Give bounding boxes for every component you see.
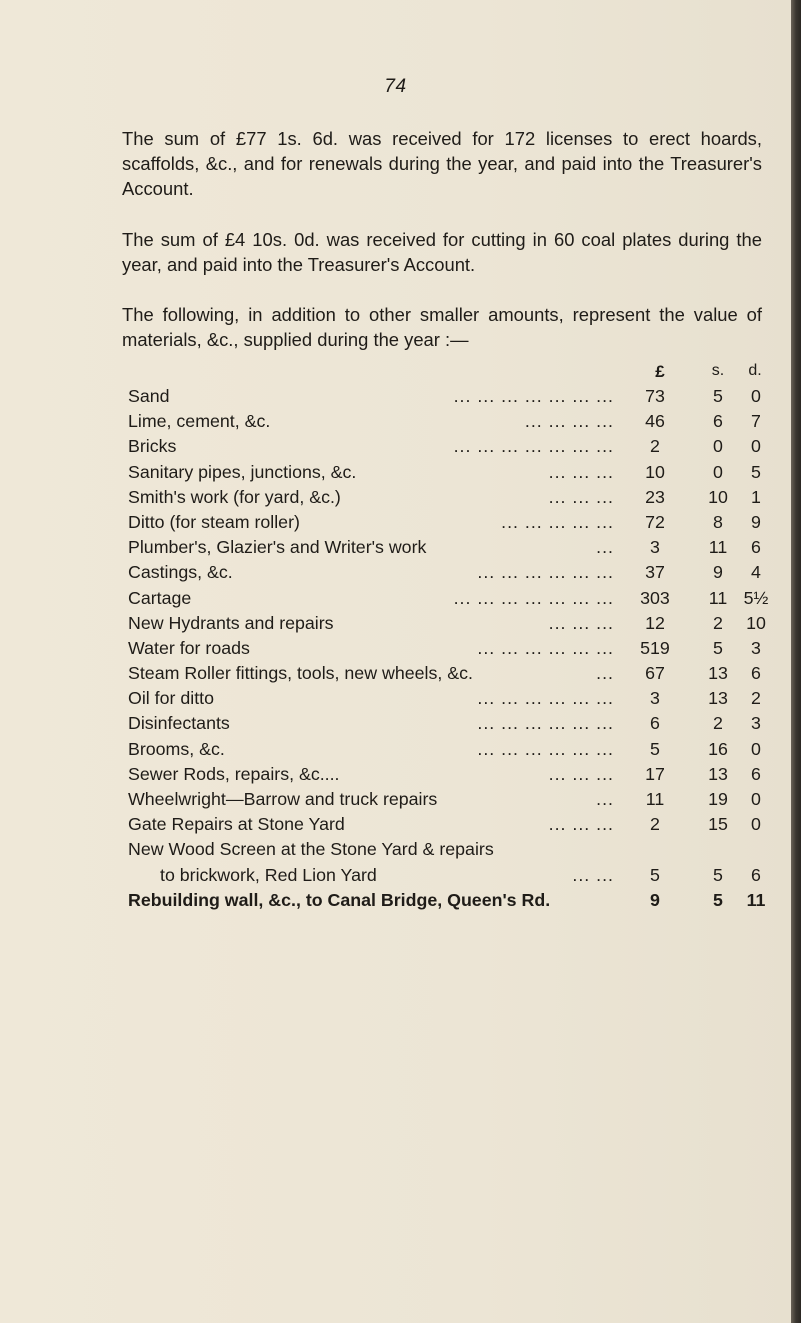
leader-dots: ... ... ... ... ... ...	[477, 713, 614, 734]
table-row	[0, 434, 791, 459]
item-label: Brooms, &c.	[128, 738, 225, 759]
amount-shillings: 11	[708, 587, 728, 608]
table-row	[0, 661, 791, 686]
amount-pounds: 37	[645, 562, 665, 583]
amount-pounds: 73	[645, 386, 665, 406]
table-row	[0, 863, 791, 888]
amount-pence: 0	[751, 814, 761, 835]
leader-dots: ...	[596, 663, 614, 684]
amount-pounds: 6	[650, 713, 660, 734]
header-pounds: £	[655, 362, 665, 381]
table-row	[0, 384, 791, 409]
leader-dots: ... ... ... ... ... ...	[477, 738, 614, 759]
table-row	[0, 460, 791, 485]
table-row	[0, 711, 791, 736]
leader-dots: ... ... ... ... ... ...	[477, 637, 614, 658]
amount-pounds: 303	[640, 587, 670, 608]
item-label: Sewer Rods, repairs, &c....	[128, 763, 340, 784]
amount-pence: 2	[751, 688, 761, 709]
amount-pence: 6	[751, 864, 761, 885]
amount-pounds: 3	[650, 537, 660, 558]
amount-pence: 11	[746, 889, 766, 910]
item-label: Sand	[128, 386, 170, 406]
amount-pounds: 17	[645, 763, 665, 784]
amount-shillings: 13	[708, 688, 728, 709]
item-label: Smith's work (for yard, &c.)	[128, 486, 341, 507]
amount-pence: 0	[751, 436, 761, 457]
table-row	[0, 686, 791, 711]
amount-pounds: 3	[650, 688, 660, 709]
table-row	[0, 762, 791, 787]
amount-pence: 0	[751, 738, 761, 759]
amount-pounds: 72	[645, 511, 665, 532]
amount-pence: 7	[751, 411, 761, 432]
amount-pence: 4	[751, 562, 761, 583]
table-row	[0, 837, 791, 862]
item-label: Wheelwright—Barrow and truck repairs	[128, 789, 438, 809]
materials-table	[0, 384, 791, 913]
leader-dots: ... ... ... ... ... ...	[477, 688, 614, 709]
amount-pounds: 5	[650, 864, 660, 885]
amount-pence: 3	[751, 713, 761, 734]
amount-shillings: 2	[713, 713, 723, 734]
item-label: Disinfectants	[128, 713, 230, 734]
header-pence: d.	[748, 362, 762, 379]
item-label: Gate Repairs at Stone Yard	[128, 814, 345, 835]
item-label: Rebuilding wall, &c., to Canal Bridge, Queen's Rd.	[128, 889, 551, 910]
amount-shillings: 5	[713, 386, 723, 406]
amount-pence: 6	[751, 537, 761, 558]
amount-shillings: 15	[708, 814, 728, 835]
leader-dots: ...	[596, 789, 614, 809]
table-row	[0, 787, 791, 812]
table-row	[0, 535, 791, 560]
table-row	[0, 485, 791, 510]
amount-shillings: 11	[708, 537, 728, 558]
amount-pence: 10	[746, 612, 766, 633]
amount-shillings: 6	[713, 411, 723, 432]
item-label: Castings, &c.	[128, 562, 233, 583]
amount-pounds: 2	[650, 814, 660, 835]
table-row	[0, 560, 791, 585]
amount-pence: 6	[751, 763, 761, 784]
table-row	[0, 409, 791, 434]
amount-pence: 1	[751, 486, 761, 507]
amount-shillings: 5	[713, 889, 723, 910]
item-label: Bricks	[128, 436, 177, 457]
item-label: New Wood Screen at the Stone Yard & repairs	[128, 839, 494, 860]
leader-dots: ... ... ...	[548, 461, 614, 482]
amount-pence: 3	[751, 637, 761, 658]
amount-shillings: 5	[713, 637, 723, 658]
leader-dots: ...	[596, 537, 614, 558]
amount-pence: 9	[751, 511, 761, 532]
table-row	[0, 586, 791, 611]
leader-dots: ... ... ... ... ... ...	[477, 562, 614, 583]
amount-pence: 5½	[743, 587, 769, 608]
item-label: Steam Roller fittings, tools, new wheels, &c.	[128, 663, 473, 684]
amount-pounds: 46	[645, 411, 665, 432]
amount-pounds: 67	[645, 663, 665, 684]
amount-pounds: 9	[650, 889, 660, 910]
item-label: Oil for ditto	[128, 688, 214, 709]
item-label: Lime, cement, &c.	[128, 411, 271, 432]
amount-shillings: 0	[713, 436, 723, 457]
item-label: Ditto (for steam roller)	[128, 511, 300, 532]
leader-dots: ... ... ...	[548, 763, 614, 784]
paragraph-coal-plates: The sum of £4 10s. 0d. was received for cutting in 60 coal plates during the year, and paid into the Treasurer's Account.	[122, 229, 762, 275]
amount-shillings: 16	[708, 738, 728, 759]
leader-dots: ... ... ...	[548, 814, 614, 835]
paragraph-materials-intro: The following, in addition to other smaller amounts, represent the value of materials, &c., supplied during the year :—	[122, 304, 762, 350]
table-row	[0, 812, 791, 837]
amount-pounds: 519	[640, 637, 670, 658]
table-row	[0, 611, 791, 636]
amount-pence: 0	[751, 789, 761, 809]
item-label: Cartage	[128, 587, 192, 608]
item-label: Water for roads	[128, 637, 250, 658]
amount-shillings: 13	[708, 763, 728, 784]
amount-pence: 6	[751, 663, 761, 684]
amount-shillings: 8	[713, 511, 723, 532]
amount-pounds: 2	[650, 436, 660, 457]
amount-shillings: 0	[713, 461, 723, 482]
amount-pounds: 5	[650, 738, 660, 759]
leader-dots: ... ... ...	[548, 486, 614, 507]
amount-shillings: 9	[713, 562, 723, 583]
amount-pounds: 12	[645, 612, 665, 633]
leader-dots: ... ... ... ... ... ... ...	[453, 587, 614, 608]
amount-pounds: 10	[645, 461, 665, 482]
amount-pounds: 11	[645, 789, 665, 809]
item-label: New Hydrants and repairs	[128, 612, 334, 633]
leader-dots: ... ... ...	[548, 612, 614, 633]
leader-dots: ... ... ... ... ... ... ...	[453, 436, 614, 457]
amount-pence: 5	[751, 461, 761, 482]
item-label: to brickwork, Red Lion Yard	[160, 864, 377, 885]
page-number: 74	[384, 76, 407, 97]
amount-shillings: 5	[713, 864, 723, 885]
amount-shillings: 2	[713, 612, 723, 633]
table-row	[0, 636, 791, 661]
amount-pence: 0	[751, 386, 761, 406]
amount-shillings: 10	[708, 486, 728, 507]
header-shillings: s.	[711, 362, 725, 379]
leader-dots: ... ... ... ... ...	[501, 511, 614, 532]
leader-dots: ... ... ... ...	[524, 411, 614, 432]
page-edge	[791, 0, 801, 1323]
paragraph-licenses: The sum of £77 1s. 6d. was received for 172 licenses to erect hoards, scaffolds, &c., and for renewals during the year, and paid into the Treasurer's Account.	[122, 128, 762, 199]
item-label: Sanitary pipes, junctions, &c.	[128, 461, 357, 482]
amount-shillings: 19	[708, 789, 728, 809]
table-row	[0, 888, 791, 913]
leader-dots: ... ...	[572, 864, 614, 885]
amount-shillings: 13	[708, 663, 728, 684]
amount-pounds: 23	[645, 486, 665, 507]
leader-dots: ... ... ... ... ... ... ...	[453, 386, 614, 406]
table-row	[0, 737, 791, 762]
item-label: Plumber's, Glazier's and Writer's work	[128, 537, 427, 558]
table-row	[0, 510, 791, 535]
